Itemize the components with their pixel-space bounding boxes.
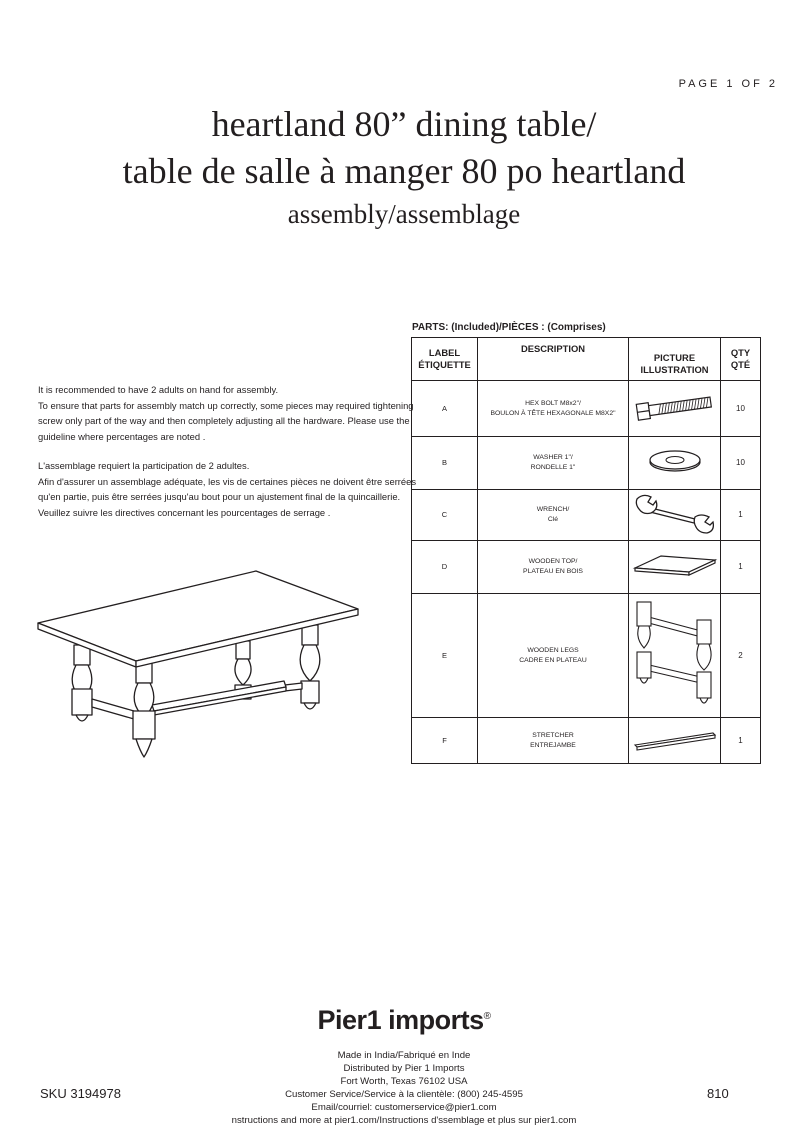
washer-icon bbox=[645, 446, 705, 476]
table-row bbox=[412, 490, 761, 541]
part-picture bbox=[629, 718, 721, 764]
part-description bbox=[478, 718, 629, 764]
dining-table-illustration bbox=[36, 565, 366, 765]
description-text: BOULON À TÊTE HEXAGONALE M8X2" bbox=[490, 409, 616, 417]
parts-heading: PARTS: (Included)/PIÈCES : (Comprises) bbox=[412, 322, 606, 333]
logo-text: Pier1 imports bbox=[317, 1005, 484, 1035]
header-text: QTÉ bbox=[730, 359, 751, 370]
wooden-legs-icon bbox=[631, 596, 719, 712]
part-description bbox=[478, 541, 629, 594]
description-text: RONDELLE 1" bbox=[530, 464, 576, 471]
wrench-icon bbox=[633, 491, 717, 535]
part-description bbox=[478, 490, 629, 541]
instruction-line: Afin d'assurer un assemblage adéquate, les vis de certaines pièces ne doivent être serrées bbox=[38, 475, 417, 487]
instructions-french bbox=[38, 458, 417, 520]
header-text: QTY bbox=[730, 347, 751, 358]
table-row bbox=[412, 718, 761, 764]
table-row bbox=[412, 594, 761, 718]
part-description bbox=[478, 381, 629, 437]
description-text: WRENCH/ bbox=[536, 506, 570, 513]
instruction-line: screw only part of the way and then completely adjusting all the hardware. Please use the bbox=[38, 415, 410, 427]
part-label: F bbox=[412, 718, 478, 764]
footer-made-in: Made in India/Fabriqué en Inde bbox=[337, 1050, 471, 1061]
part-qty: 1 bbox=[721, 490, 761, 541]
footer-address: Fort Worth, Texas 76102 USA bbox=[340, 1076, 468, 1087]
header-text: PICTURE bbox=[653, 351, 696, 363]
column-header-description bbox=[478, 338, 629, 381]
instruction-line: guideline where percentages are noted . bbox=[38, 430, 206, 442]
header-text: ÉTIQUETTE bbox=[418, 359, 471, 370]
description-text: ENTREJAMBE bbox=[530, 741, 576, 749]
part-qty: 1 bbox=[721, 718, 761, 764]
part-qty: 10 bbox=[721, 437, 761, 490]
footer-distributor: Distributed by Pier 1 Imports bbox=[343, 1063, 465, 1074]
instruction-line: qu'en partie, puis être serrées jusqu'au bout pour un ajustement final de la quincaillerie. bbox=[38, 491, 401, 503]
column-header-qty bbox=[721, 338, 761, 381]
part-label: D bbox=[412, 541, 478, 594]
part-label: A bbox=[412, 381, 478, 437]
part-picture bbox=[629, 541, 721, 594]
title-subtitle: assembly/assemblage bbox=[287, 199, 521, 229]
registered-mark: ® bbox=[483, 1011, 491, 1022]
column-header-label bbox=[412, 338, 478, 381]
footer-email: Email/courriel: customerservice@pier1.com bbox=[311, 1102, 497, 1113]
part-picture bbox=[629, 594, 721, 718]
hex-bolt-icon bbox=[631, 387, 719, 427]
instruction-line: It is recommended to have 2 adults on hand for assembly. bbox=[38, 384, 279, 395]
part-picture bbox=[629, 490, 721, 541]
instruction-line: To ensure that parts for assembly match up correctly, some pieces may required tightening bbox=[38, 399, 414, 411]
header-text: ILLUSTRATION bbox=[640, 363, 709, 375]
stretcher-icon bbox=[631, 725, 719, 753]
part-description bbox=[478, 437, 629, 490]
part-qty: 10 bbox=[721, 381, 761, 437]
parts-header-row bbox=[412, 338, 761, 381]
description-text: Clé bbox=[547, 516, 559, 523]
footer-customer-service: Customer Service/Service à la clientèle: (800) 245-4595 bbox=[285, 1089, 523, 1100]
sku-number: SKU 3194978 bbox=[40, 1086, 121, 1101]
instructions-english bbox=[38, 382, 414, 444]
title-line-1: heartland 80” dining table/ bbox=[211, 104, 597, 144]
instruction-line: Veuillez suivre les directives concernant les pourcentages de serrage . bbox=[38, 506, 331, 518]
description-text: WOODEN LEGS bbox=[527, 646, 579, 654]
page-label: PAGE 1 OF 2 bbox=[678, 78, 778, 90]
header-text: LABEL bbox=[428, 347, 461, 358]
column-header-picture bbox=[629, 338, 721, 381]
part-qty: 2 bbox=[721, 594, 761, 718]
table-row bbox=[412, 381, 761, 437]
part-description bbox=[478, 594, 629, 718]
part-picture bbox=[629, 437, 721, 490]
wooden-top-icon bbox=[631, 550, 719, 580]
description-text: STRETCHER bbox=[532, 731, 574, 739]
part-qty: 1 bbox=[721, 541, 761, 594]
description-text: WASHER 1"/ bbox=[533, 454, 573, 461]
description-text: WOODEN TOP/ bbox=[528, 558, 578, 565]
footer-website: nstructions and more at pier1.com/Instructions d'ssemblage et plus sur pier1.com bbox=[231, 1115, 577, 1126]
document-code: 810 bbox=[707, 1086, 729, 1101]
description-text: PLATEAU EN BOIS bbox=[523, 568, 583, 575]
part-label: B bbox=[412, 437, 478, 490]
table-row bbox=[412, 437, 761, 490]
instruction-line: L'assemblage requiert la participation de 2 adultes. bbox=[38, 460, 250, 471]
description-text: HEX BOLT M8x2"/ bbox=[525, 399, 581, 407]
part-picture bbox=[629, 381, 721, 437]
header-text: DESCRIPTION bbox=[520, 343, 586, 354]
parts-table bbox=[411, 337, 761, 764]
description-text: CADRE EN PLATEAU bbox=[519, 656, 587, 664]
pier1-imports-logo bbox=[0, 1005, 808, 1036]
table-row bbox=[412, 541, 761, 594]
part-label: E bbox=[412, 594, 478, 718]
title-line-2: table de salle à manger 80 po heartland bbox=[122, 151, 686, 191]
part-label: C bbox=[412, 490, 478, 541]
